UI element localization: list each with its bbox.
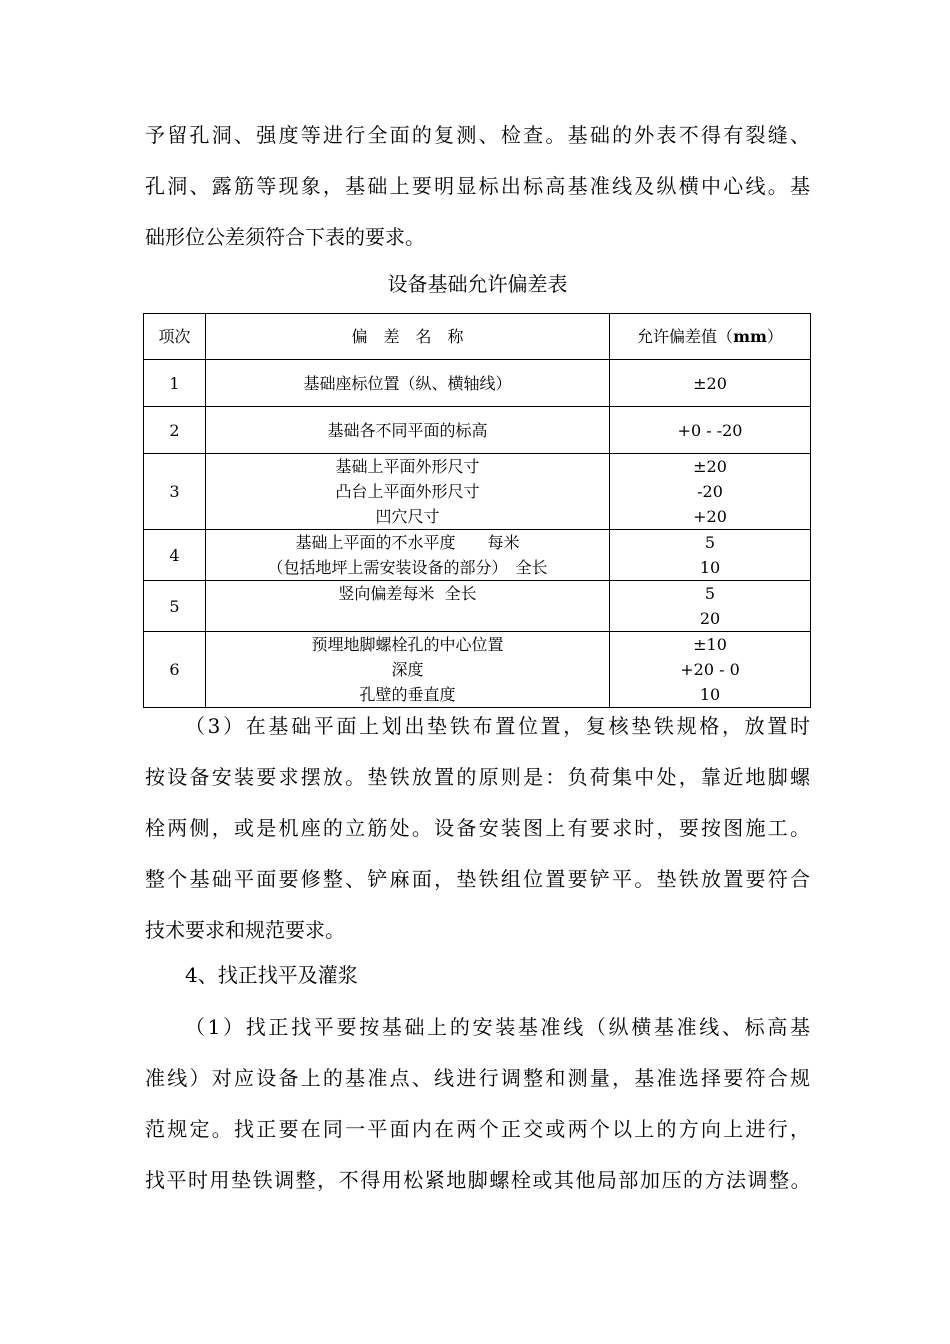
- row-value-line: +0 - -20: [677, 420, 743, 440]
- text-line: （1）找正找平要按基础上的安装基准线（纵横基准线、标高基: [185, 1015, 810, 1039]
- row-index: 4: [144, 530, 206, 581]
- row-name: [206, 632, 610, 708]
- row-name-line: 深度: [391, 660, 424, 679]
- header-name: 偏 差 名 称: [206, 314, 610, 360]
- row-name-line: 凹穴尺寸: [375, 507, 440, 526]
- header-value-unit: mm: [733, 327, 767, 346]
- row-value-line: ±20: [693, 457, 727, 476]
- row-name: [206, 407, 610, 454]
- row-value-line: 20: [699, 609, 721, 628]
- deviation-table: [143, 313, 811, 708]
- table-row: [144, 454, 811, 530]
- row-value-line: 10: [699, 685, 721, 704]
- row-value-line: +20 - 0: [680, 660, 740, 679]
- header-value-label: 允许偏差值（: [637, 327, 734, 346]
- table-row: [144, 530, 811, 581]
- row-name-line: 竖向偏差每米 全长: [338, 584, 477, 603]
- table-header-row: [144, 314, 811, 360]
- row-name: [206, 454, 610, 530]
- row-value-line: 5: [704, 584, 716, 603]
- paragraph-shim-placement: [145, 701, 810, 956]
- header-value-suffix: ）: [766, 327, 783, 346]
- header-index: 项次: [144, 314, 206, 360]
- row-value: [610, 407, 811, 454]
- row-value-line: 10: [699, 558, 721, 577]
- section-heading: [145, 950, 810, 1001]
- text-line: 技术要求和规范要求。: [145, 918, 345, 942]
- text-line: 整个基础平面要修整、铲麻面，垫铁组位置要铲平。垫铁放置要符合: [145, 867, 810, 891]
- row-name-line: 基础座标位置（纵、横轴线）: [303, 373, 512, 393]
- row-name: [206, 360, 610, 407]
- paragraph-alignment: [145, 1002, 810, 1206]
- paragraph-foundation-inspection: [145, 110, 810, 263]
- row-value: [610, 530, 811, 581]
- row-value: [610, 581, 811, 632]
- row-value-line: ±10: [693, 635, 727, 654]
- text-line: 找平时用垫铁调整，不得用松紧地脚螺栓或其他局部加压的方法调整。: [145, 1168, 810, 1192]
- row-value: [610, 632, 811, 708]
- row-index: 5: [144, 581, 206, 632]
- row-name-line: 基础上平面的不水平度 每米: [295, 533, 520, 552]
- row-name-line: 凸台上平面外形尺寸: [335, 482, 480, 501]
- heading-text: 4、找正找平及灌浆: [185, 963, 358, 987]
- header-value: [610, 314, 811, 360]
- text-line: 按设备安装要求摆放。垫铁放置的原则是：负荷集中处，靠近地脚螺: [145, 765, 810, 789]
- row-name-line: 孔壁的垂直度: [359, 685, 456, 704]
- row-index: 2: [144, 407, 206, 454]
- row-value: [610, 454, 811, 530]
- row-value-line: 5: [704, 533, 716, 552]
- row-value-line: +20: [693, 507, 727, 526]
- text-line: 准线）对应设备上的基准点、线进行调整和测量，基准选择要符合规: [145, 1066, 810, 1090]
- text-line: 孔洞、露筋等现象，基础上要明显标出标高基准线及纵横中心线。基: [145, 174, 810, 198]
- text-line: 栓两侧，或是机座的立筋处。设备安装图上有要求时，要按图施工。: [145, 816, 810, 840]
- text-line: 范规定。找正要在同一平面内在两个正交或两个以上的方向上进行，: [145, 1117, 810, 1141]
- table-title: 设备基础允许偏差表: [387, 272, 568, 296]
- table-row: [144, 581, 811, 632]
- row-name-line: 基础上平面外形尺寸: [335, 457, 480, 476]
- row-index: 6: [144, 632, 206, 708]
- row-name-line: （包括地坪上需安装设备的部分） 全长: [267, 558, 548, 577]
- row-name-line: 预埋地脚螺栓孔的中心位置: [311, 635, 504, 654]
- table-row: [144, 360, 811, 407]
- text-line: （3）在基础平面上划出垫铁布置位置，复核垫铁规格，放置时: [185, 714, 810, 738]
- row-index: 3: [144, 454, 206, 530]
- row-name: [206, 530, 610, 581]
- row-index: 1: [144, 360, 206, 407]
- table-row: [144, 407, 811, 454]
- text-line: 予留孔洞、强度等进行全面的复测、检查。基础的外表不得有裂缝、: [145, 123, 810, 147]
- text-line: 础形位公差须符合下表的要求。: [145, 225, 425, 249]
- row-name: [206, 581, 610, 632]
- table-row: [144, 632, 811, 708]
- row-value-line: ±20: [693, 373, 727, 393]
- row-name-line: 基础各不同平面的标高: [327, 420, 488, 440]
- row-value-line: -20: [697, 482, 723, 501]
- row-value: [610, 360, 811, 407]
